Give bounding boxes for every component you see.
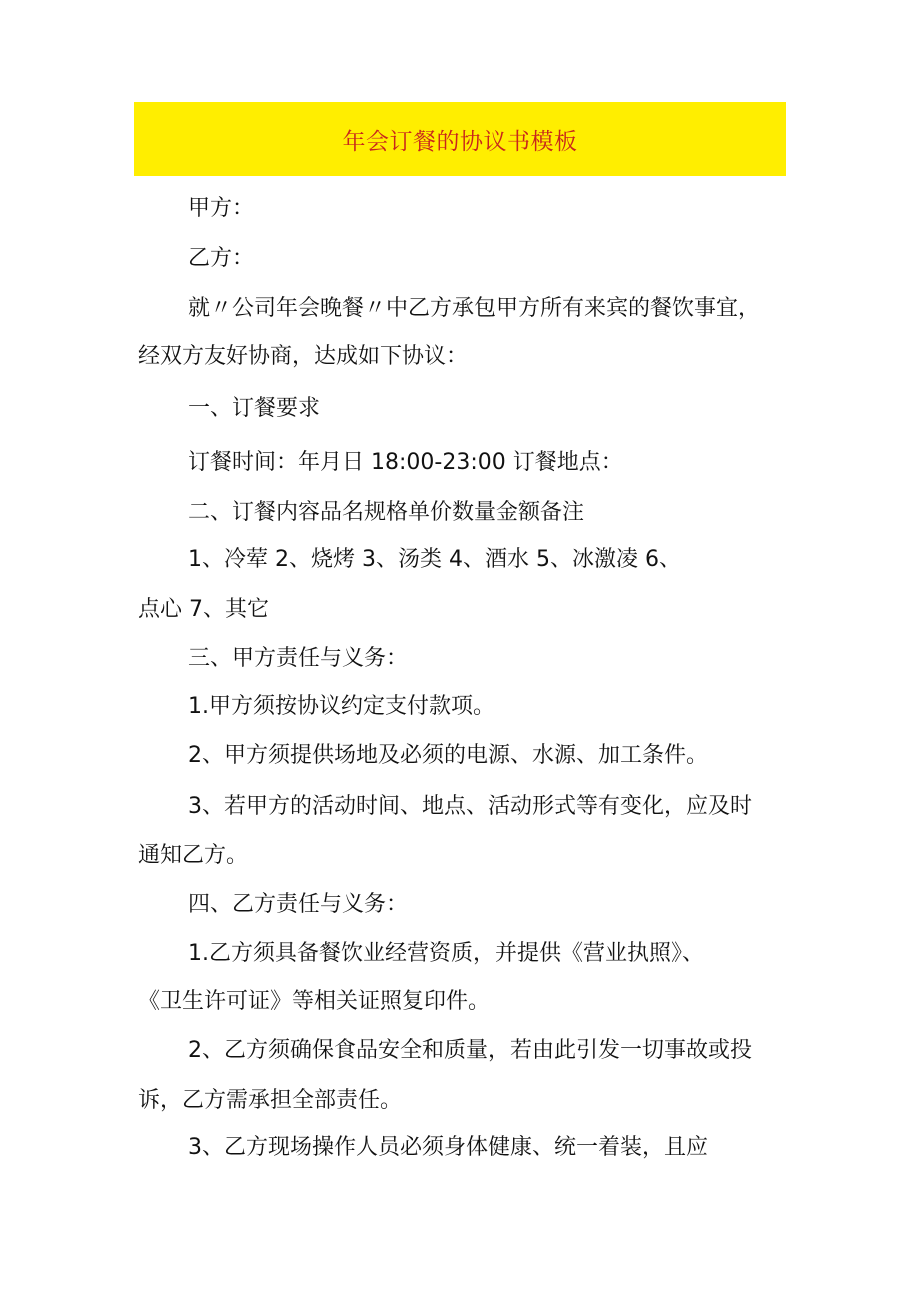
intro-line-2: 经双方友好协商，达成如下协议： xyxy=(138,344,469,369)
party-b-line: 乙方： xyxy=(188,246,255,271)
party-a-duty-1: 1.甲方须按协议约定支付款项。 xyxy=(188,694,495,719)
title-banner xyxy=(134,102,786,176)
section-1-heading: 一、订餐要求 xyxy=(188,396,321,421)
party-b-duty-2-line-2: 诉，乙方需承担全部责任。 xyxy=(138,1088,403,1113)
order-time-line: 订餐时间：年月日 18:00-23:00 订餐地点： xyxy=(188,450,623,475)
party-a-duty-3-line-1: 3、若甲方的活动时间、地点、活动形式等有变化，应及时 xyxy=(188,794,752,819)
party-b-duty-2-line-1: 2、乙方须确保食品安全和质量，若由此引发一切事故或投 xyxy=(188,1038,752,1063)
intro-line-1: 就〃公司年会晚餐〃中乙方承包甲方所有来宾的餐饮事宜， xyxy=(188,296,761,321)
menu-items-line-2: 点心 7、其它 xyxy=(138,597,269,622)
party-a-duty-3-line-2: 通知乙方。 xyxy=(138,843,249,868)
party-b-duty-1-line-2: 《卫生许可证》等相关证照复印件。 xyxy=(138,989,491,1014)
document-title: 年会订餐的协议书模板 xyxy=(342,128,578,155)
menu-items-line-1: 1、冷荤 2、烧烤 3、汤类 4、酒水 5、冰激凌 6、 xyxy=(188,547,681,572)
section-3-heading: 三、甲方责任与义务： xyxy=(188,646,409,671)
party-b-duty-1-line-1: 1.乙方须具备餐饮业经营资质，并提供《营业执照》、 xyxy=(188,941,704,966)
party-b-duty-3-line-1: 3、乙方现场操作人员必须身体健康、统一着装，且应 xyxy=(188,1135,708,1160)
section-4-heading: 四、乙方责任与义务： xyxy=(188,892,409,917)
section-2-heading: 二、订餐内容品名规格单价数量金额备注 xyxy=(188,500,585,525)
party-a-duty-2: 2、甲方须提供场地及必须的电源、水源、加工条件。 xyxy=(188,743,708,768)
party-a-line: 甲方： xyxy=(188,196,255,221)
